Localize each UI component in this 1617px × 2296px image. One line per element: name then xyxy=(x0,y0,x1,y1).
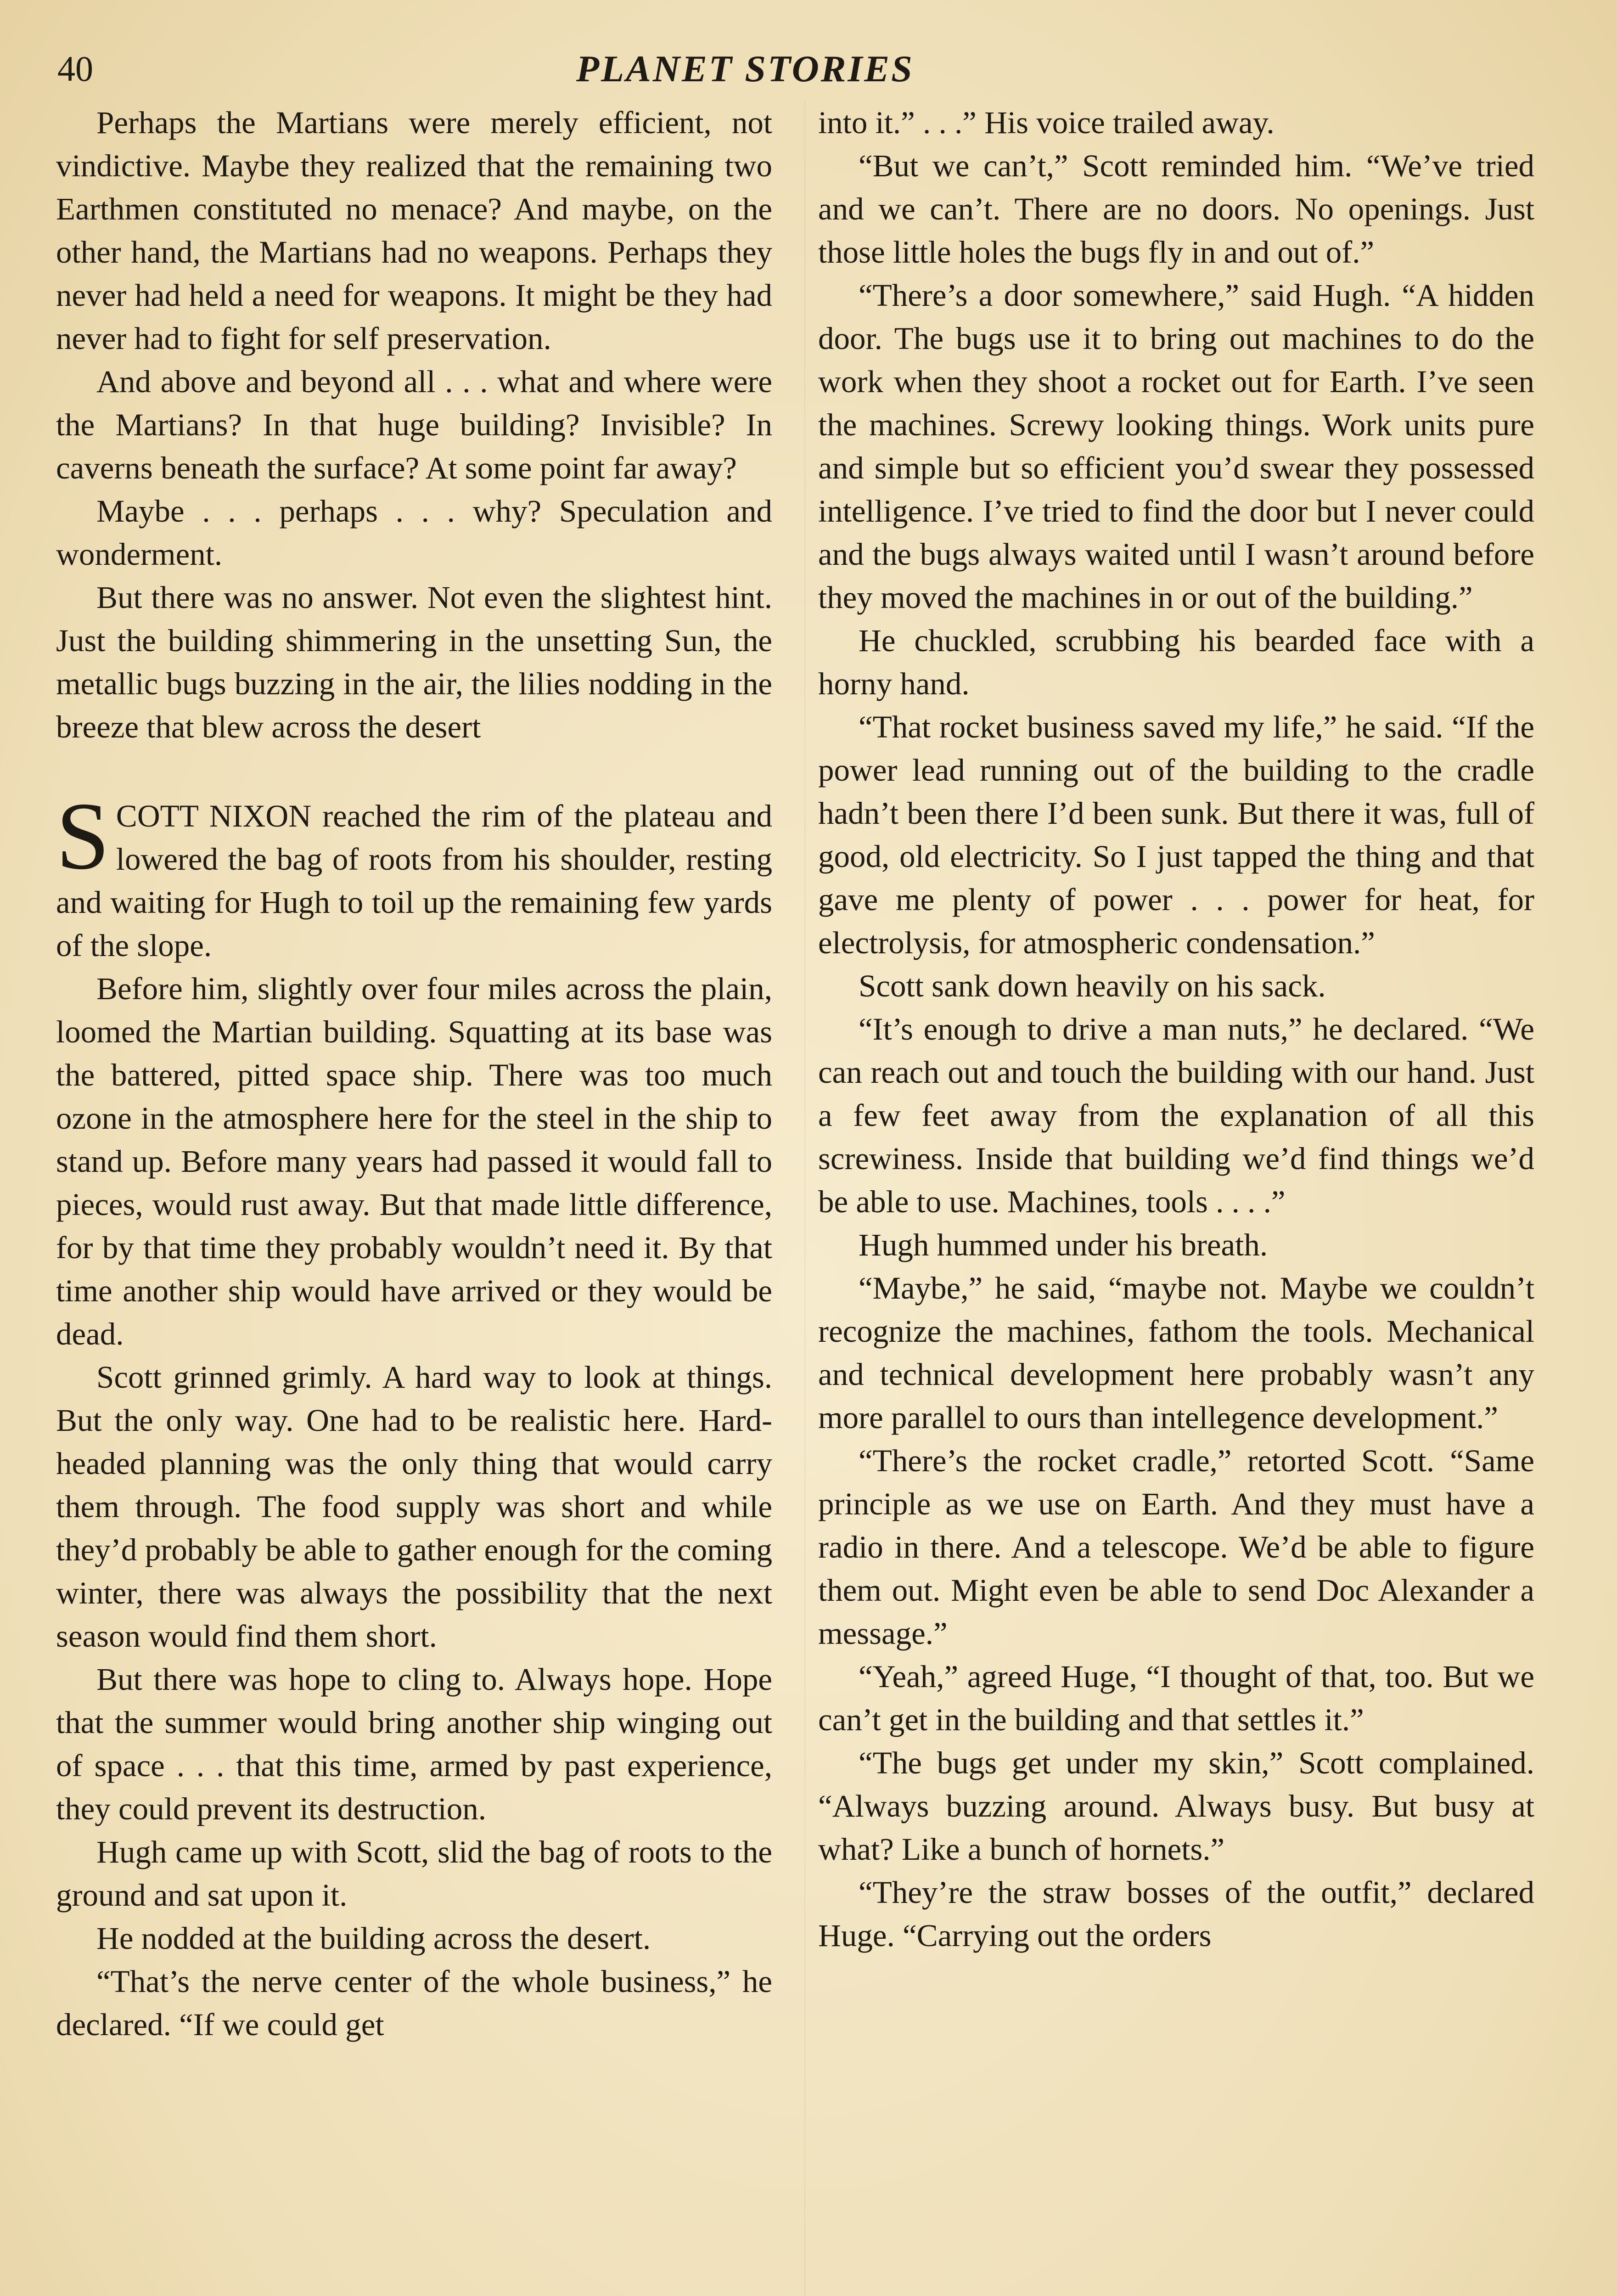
drop-cap: S xyxy=(56,783,110,889)
paragraph: Perhaps the Martians were merely efficient, not vindictive. Maybe they realized that the remaining two Earthmen constituted no menace? And maybe, on the other hand, the Martians had no weapons. Perhaps they never had held a need for weapons. It might be they had never had to fight for self preservation. xyxy=(56,105,772,356)
paragraph: But there was hope to cling to. Always hope. Hope that the summer would bring another ship winging out of space . . . that this time, armed by past experience, they could prevent its destruction. xyxy=(56,1662,772,1826)
paragraph: He nodded at the building across the desert. xyxy=(96,1921,651,1956)
paragraph: “That rocket business saved my life,” he said. “If the power lead running out of the building to the cradle hadn’t been there I’d been sunk. But there it was, full of good, old electricity. So I just tapped the thing and that gave me plenty of power . . . power for heat, for electrolysis, for atmospheric condensation.” xyxy=(818,709,1534,960)
paragraph: Hugh came up with Scott, slid the bag of roots to the ground and sat upon it. xyxy=(56,1835,772,1913)
paragraph-text: COTT NIXON reached the rim of the plateau and lowered the bag of roots from his shoulder, resting and waiting for Hugh to toil up the remaining few yards of the slope. xyxy=(56,799,772,963)
paragraph: He chuckled, scrubbing his bearded face with a horny hand. xyxy=(818,623,1534,701)
paragraph: Before him, slightly over four miles across the plain, loomed the Martian building. Squatting at its base was the battered, pitted space ship. There was too much ozone in the atmosphere here for the steel in the ship to stand up. Before many years had passed it would fall to pieces, would rust away. But that made little difference, for by that time they probably wouldn’t need it. By that time another ship would have arrived or they would be dead. xyxy=(56,971,772,1351)
paragraph: And above and beyond all . . . what and where were the Martians? In that huge building? Invisible? In caverns beneath the surface? At some point far away? xyxy=(56,364,772,485)
left-column xyxy=(56,101,772,2296)
right-column xyxy=(818,101,1534,2296)
paragraph: “It’s enough to drive a man nuts,” he declared. “We can reach out and touch the building with our hand. Just a few feet away from the explanation of all this screwiness. Inside that building we’d find things we’d be able to use. Machines, tools . . . .” xyxy=(818,1012,1534,1219)
paragraph: “But we can’t,” Scott reminded him. “We’ve tried and we can’t. There are no doors. No openings. Just those little holes the bugs fly in and out of.” xyxy=(818,148,1534,270)
paragraph: “There’s a door somewhere,” said Hugh. “A hidden door. The bugs use it to bring out machines to do the work when they shoot a rocket out for Earth. I’ve seen the machines. Screwy looking things. Work units pure and simple but so efficient you’d swear they possessed intelligence. I’ve tried to find the door but I never could and the bugs always waited until I wasn’t around before they moved the machines in or out of the building.” xyxy=(818,278,1534,615)
paragraph: “That’s the nerve center of the whole business,” he declared. “If we could get xyxy=(56,1964,772,2042)
page-number: 40 xyxy=(57,49,93,89)
paragraph: Hugh hummed under his breath. xyxy=(859,1227,1268,1262)
paragraph: “Yeah,” agreed Huge, “I thought of that, too. But we can’t get in the building and that settles it.” xyxy=(818,1659,1534,1737)
column-gutter xyxy=(804,101,805,2296)
paragraph: Scott grinned grimly. A hard way to look at things. But the only way. One had to be realistic here. Hard-headed planning was the only thing that would carry them through. The food supply was short and while they’d probably be able to gather enough for the coming winter, there was always the possibility that the next season would find them short. xyxy=(56,1360,772,1654)
paragraph: But there was no answer. Not even the slightest hint. Just the building shimmering in the unsetting Sun, the metallic bugs buzzing in the air, the lilies nodding in the breeze that blew across the desert xyxy=(56,580,772,744)
magazine-title: PLANET STORIES xyxy=(576,48,914,90)
paragraph: “There’s the rocket cradle,” retorted Scott. “Same principle as we use on Earth. And they must have a radio in there. And a telescope. We’d be able to figure them out. Might even be able to send Doc Alexander a message.” xyxy=(818,1443,1534,1651)
paragraph: “The bugs get under my skin,” Scott complained. “Always buzzing around. Always busy. But busy at what? Like a bunch of hornets.” xyxy=(818,1745,1534,1867)
paragraph: Scott sank down heavily on his sack. xyxy=(859,968,1326,1003)
page-header xyxy=(57,44,1550,94)
section-start-paragraph xyxy=(56,783,772,967)
paragraph: into it.” . . .” His voice trailed away. xyxy=(818,105,1275,140)
paragraph: “Maybe,” he said, “maybe not. Maybe we couldn’t recognize the machines, fathom the tools. Mechanical and technical development here probably wasn’t any more parallel to ours than intellegence development.” xyxy=(818,1271,1534,1435)
paragraph: Maybe . . . perhaps . . . why? Speculation and wonderment. xyxy=(56,494,772,572)
paragraph: “They’re the straw bosses of the outfit,” declared Huge. “Carrying out the orders xyxy=(818,1875,1534,1953)
